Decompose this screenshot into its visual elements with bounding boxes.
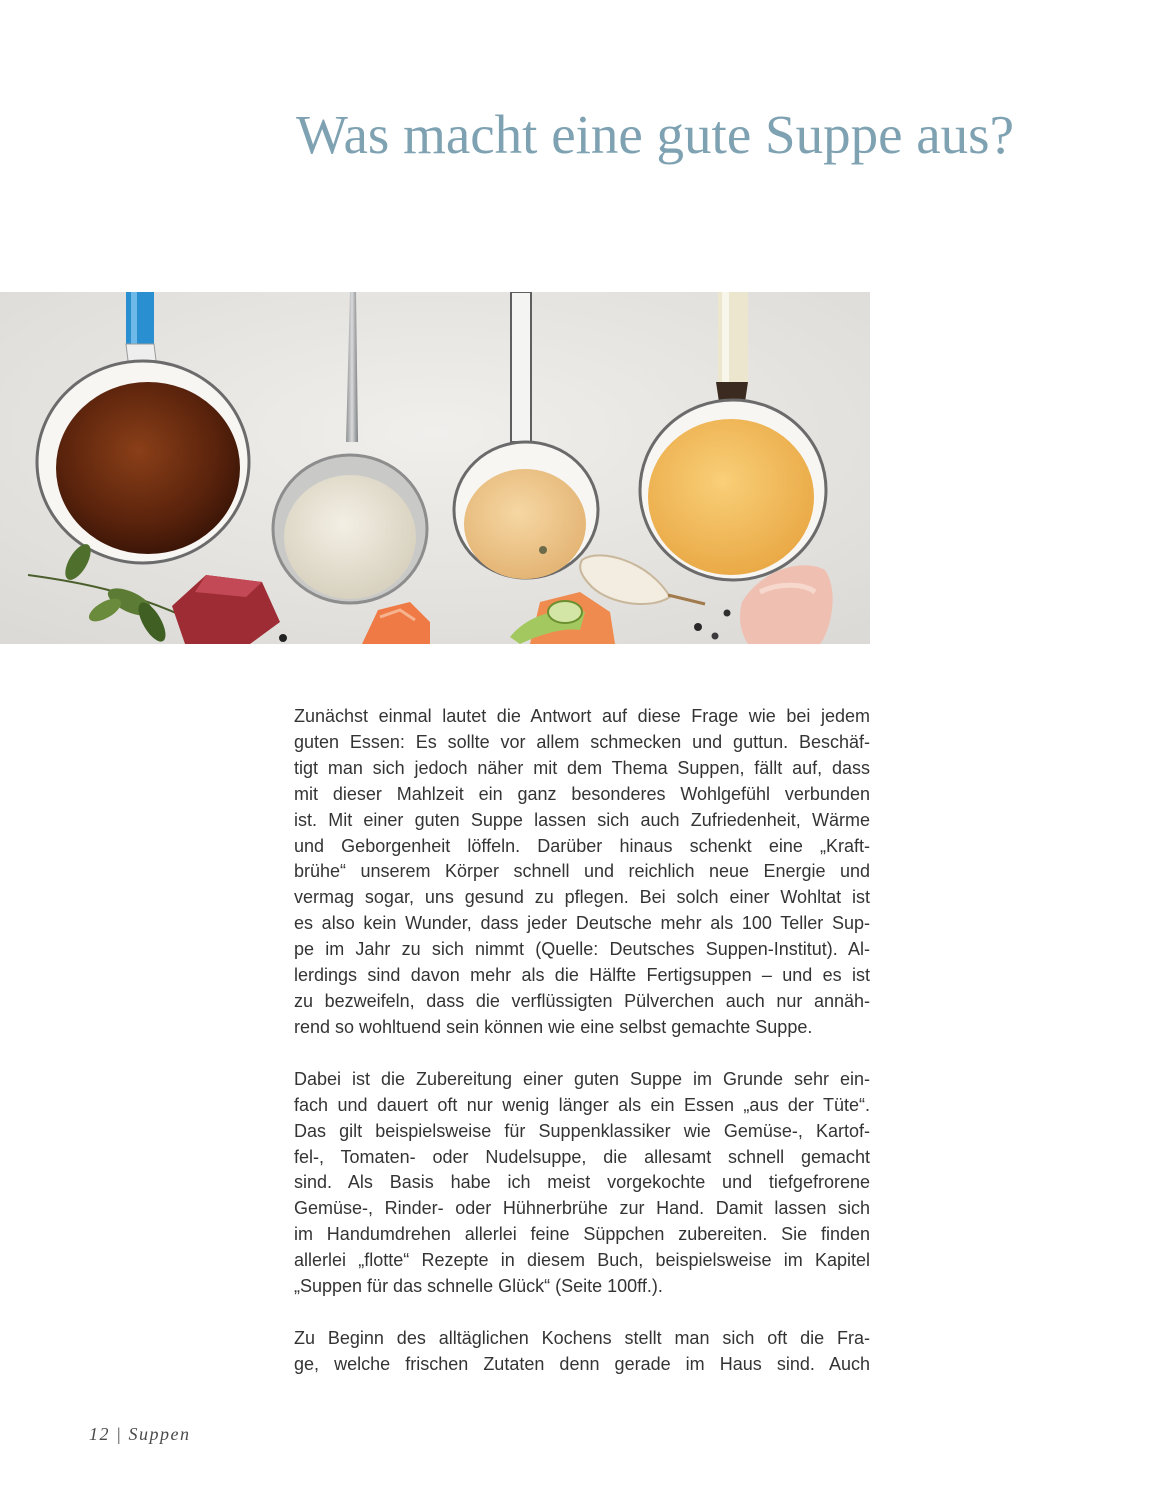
text-line: brühe“ unserem Körper schnell und reichlich neue Energie und <box>294 861 870 882</box>
text-line: fel-, Tomaten- oder Nudelsuppe, die allesamt schnell gemacht <box>294 1146 870 1167</box>
text-line: im Handumdrehen allerlei feine Süppchen zubereiten. Sie finden <box>294 1224 870 1245</box>
paragraph-3 <box>294 1326 870 1378</box>
text-line: sind. Als Basis habe ich meist vorgekochte und tiefgefrorene <box>294 1172 870 1193</box>
text-line: Gemüse-, Rinder- oder Hühnerbrühe zur Hand. Damit lassen sich <box>294 1198 870 1219</box>
article-body <box>294 704 870 1404</box>
text-line: rend so wohltuend sein können wie eine selbst gemachte Suppe. <box>294 1016 813 1037</box>
text-line: tigt man sich jedoch näher mit dem Thema Suppen, fällt auf, dass <box>294 757 870 778</box>
page-footer: 12 | Suppen <box>89 1424 191 1444</box>
text-line: ist. Mit einer guten Suppe lassen sich auch Zufriedenheit, Wärme <box>294 809 870 830</box>
page-title: Was macht eine gute Suppe aus? <box>296 104 1014 165</box>
text-line: mit dieser Mahlzeit ein ganz besonderes Wohlgefühl verbunden <box>294 783 870 804</box>
text-line: allerlei „flotte“ Rezepte in diesem Buch, beispielsweise im Kapitel <box>294 1250 870 1271</box>
text-line: guten Essen: Es sollte vor allem schmecken und guttun. Beschäf- <box>294 731 870 752</box>
text-line: Zu Beginn des alltäglichen Kochens stellt man sich oft die Fra- <box>294 1327 870 1348</box>
text-line: Zunächst einmal lautet die Antwort auf diese Frage wie bei jedem <box>294 706 870 726</box>
text-line: Dabei ist die Zubereitung einer guten Suppe im Grunde sehr ein- <box>294 1068 870 1089</box>
text-line: „Suppen für das schnelle Glück“ (Seite 100ff.). <box>294 1276 663 1297</box>
paragraph-1 <box>294 704 870 1041</box>
text-line: vermag sogar, uns gesund zu pflegen. Bei solch einer Wohltat ist <box>294 887 870 908</box>
text-line: lerdings sind davon mehr als die Hälfte Fertigsuppen – und es ist <box>294 965 870 986</box>
text-line: zu bezweifeln, dass die verflüssigten Pülverchen auch nur annäh- <box>294 990 870 1011</box>
text-line: Das gilt beispielsweise für Suppenklassiker wie Gemüse-, Kartof- <box>294 1120 870 1141</box>
text-line: pe im Jahr zu sich nimmt (Quelle: Deutsches Suppen-Institut). Al- <box>294 939 870 960</box>
paragraph-2 <box>294 1067 870 1300</box>
soup-ladles-photo <box>0 292 870 644</box>
text-line: ge, welche frischen Zutaten denn gerade im Haus sind. Auch <box>294 1353 870 1374</box>
text-line: fach und dauert oft nur wenig länger als ein Essen „aus der Tüte“. <box>294 1094 870 1115</box>
text-line: es also kein Wunder, dass jeder Deutsche mehr als 100 Teller Sup- <box>294 913 870 934</box>
text-line: und Geborgenheit löffeln. Darüber hinaus schenkt eine „Kraft- <box>294 835 870 856</box>
